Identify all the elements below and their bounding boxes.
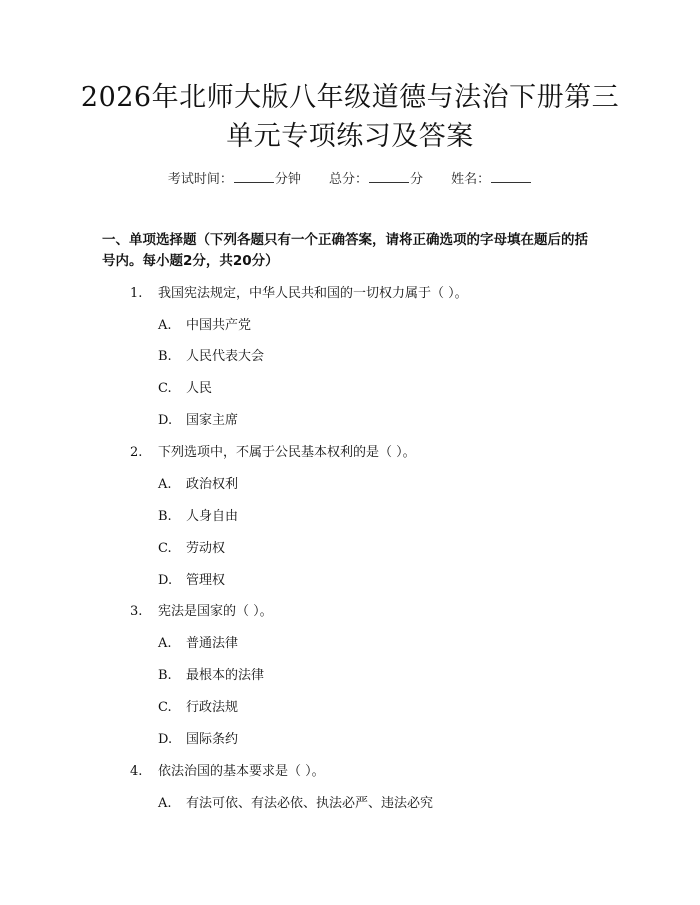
option-text: 普通法律	[186, 636, 239, 651]
option-3d	[158, 728, 238, 747]
option-text: 政治权利	[186, 477, 239, 492]
question-text: 宪法是国家的（ ）。	[158, 604, 273, 619]
option-1b	[158, 345, 264, 364]
question-2	[130, 441, 416, 460]
option-letter: B.	[158, 349, 172, 364]
option-letter: A.	[158, 318, 172, 333]
exam-meta	[0, 168, 700, 187]
question-text: 依法治国的基本要求是（ ）。	[158, 764, 325, 779]
option-2b	[158, 505, 238, 524]
option-letter: D.	[158, 732, 173, 747]
option-3a	[158, 632, 238, 651]
option-2a	[158, 473, 238, 492]
option-letter: C.	[158, 381, 172, 396]
section-heading: 一、单项选择题（下列各题只有一个正确答案，请将正确选项的字母填在题后的括号内。每小题2分，共20分）	[102, 232, 588, 269]
option-letter: C.	[158, 541, 172, 556]
option-letter: B.	[158, 668, 172, 683]
student-name-label: 姓名：	[451, 172, 491, 187]
option-letter: A.	[158, 636, 172, 651]
option-4a	[158, 792, 433, 811]
option-letter: B.	[158, 509, 172, 524]
exam-time-label: 考试时间：	[167, 172, 233, 187]
title-line-2: 单元专项练习及答案	[226, 121, 474, 152]
option-text: 国际条约	[186, 732, 239, 747]
question-text: 我国宪法规定，中华人民共和国的一切权力属于（ ）。	[158, 286, 468, 301]
option-letter: D.	[158, 573, 173, 588]
option-text: 中国共产党	[186, 318, 252, 333]
option-text: 最根本的法律	[186, 668, 265, 683]
option-letter: D.	[158, 413, 173, 428]
option-letter: C.	[158, 700, 172, 715]
question-1	[130, 282, 468, 301]
option-text: 人身自由	[186, 509, 239, 524]
exam-time	[168, 168, 301, 187]
option-letter: A.	[158, 796, 172, 811]
document-title	[60, 78, 640, 156]
option-2d	[158, 569, 225, 588]
option-1c	[158, 377, 212, 396]
exam-time-unit: 分钟	[274, 172, 301, 187]
option-letter: A.	[158, 477, 172, 492]
option-text: 有法可依、有法必依、执法必严、违法必究	[186, 796, 434, 811]
exam-time-blank[interactable]	[234, 170, 274, 183]
total-score	[329, 168, 423, 187]
question-number: 3.	[130, 604, 143, 619]
option-text: 国家主席	[186, 413, 239, 428]
option-text: 人民	[186, 381, 213, 396]
option-3c	[158, 696, 238, 715]
student-name-blank[interactable]	[491, 170, 531, 183]
option-text: 行政法规	[186, 700, 239, 715]
total-score-label: 总分：	[328, 172, 368, 187]
option-1a	[158, 314, 251, 333]
option-text: 管理权	[186, 573, 226, 588]
total-score-blank[interactable]	[369, 170, 409, 183]
question-number: 1.	[130, 286, 143, 301]
question-number: 4.	[130, 764, 143, 779]
student-name	[451, 168, 532, 187]
total-score-unit: 分	[410, 172, 424, 187]
option-text: 劳动权	[186, 541, 226, 556]
option-text: 人民代表大会	[186, 349, 265, 364]
question-3	[130, 600, 273, 619]
title-line-1: 2026年北师大版八年级道德与法治下册第三	[80, 82, 620, 113]
question-text: 下列选项中，不属于公民基本权利的是（ ）。	[158, 445, 416, 460]
option-1d	[158, 409, 238, 428]
question-4	[130, 760, 325, 779]
option-2c	[158, 537, 225, 556]
option-3b	[158, 664, 264, 683]
question-number: 2.	[130, 445, 143, 460]
